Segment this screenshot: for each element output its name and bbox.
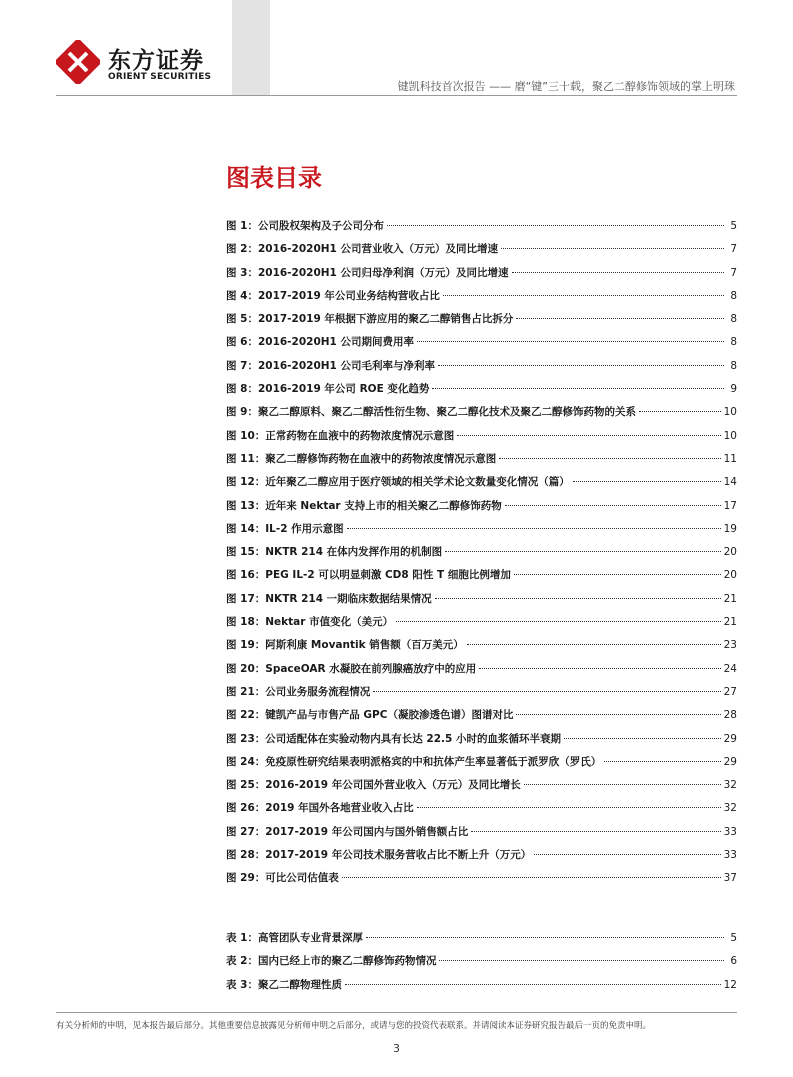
dot-leader — [347, 528, 721, 529]
toc-entry-page: 29 — [723, 755, 737, 768]
toc-entry-page: 24 — [723, 662, 737, 675]
toc-entry-label: 图 17：NKTR 214 一期临床数据结果情况 — [226, 592, 432, 605]
figure-toc-entry[interactable] — [226, 824, 737, 847]
figure-toc-entry[interactable] — [226, 870, 737, 893]
figure-toc-entry[interactable] — [226, 334, 737, 357]
figure-toc-entry[interactable] — [226, 428, 737, 451]
toc-entry-page: 33 — [723, 849, 737, 862]
company-logo — [56, 40, 226, 90]
toc-entry-label: 图 11：聚乙二醇修饰药物在血液中的药物浓度情况示意图 — [226, 452, 497, 465]
toc-entry-label: 表 3：聚乙二醇物理性质 — [226, 978, 342, 991]
toc-entry-page: 8 — [730, 313, 737, 326]
toc-entry-page: 21 — [723, 592, 737, 605]
figure-toc-entry[interactable] — [226, 381, 737, 404]
toc-entry-page: 6 — [730, 955, 737, 968]
toc-entry-label: 图 16：PEG IL-2 可以明显刺激 CD8 阳性 T 细胞比例增加 — [226, 569, 511, 582]
figure-toc-entry[interactable] — [226, 218, 737, 241]
toc-entry-page: 17 — [723, 499, 737, 512]
figure-toc-entry[interactable] — [226, 265, 737, 288]
dot-leader — [479, 668, 720, 669]
figure-toc-entry[interactable] — [226, 684, 737, 707]
dot-leader — [396, 621, 721, 622]
dot-leader — [534, 854, 720, 855]
toc-entry-page: 8 — [730, 289, 737, 302]
toc-entry-page: 9 — [730, 383, 737, 396]
figure-toc-entry[interactable] — [226, 451, 737, 474]
toc-entry-page: 21 — [723, 616, 737, 629]
dot-leader — [514, 574, 721, 575]
logo-chinese-name: 东方证券 — [108, 48, 204, 74]
figure-toc-entry[interactable] — [226, 777, 737, 800]
dot-leader — [639, 411, 721, 412]
dot-leader — [417, 807, 721, 808]
toc-entry-label: 表 2：国内已经上市的聚乙二醇修饰药物情况 — [226, 955, 437, 968]
table-toc-list — [226, 930, 737, 1000]
toc-entry-label: 图 28：2017-2019 年公司技术服务营收占比不断上升（万元） — [226, 849, 532, 862]
header-accent-bar — [232, 0, 270, 96]
page-title: 图表目录 — [226, 164, 322, 192]
toc-entry-label: 图 13：近年来 Nektar 支持上市的相关聚乙二醇修饰药物 — [226, 499, 502, 512]
toc-entry-label: 图 29：可比公司估值表 — [226, 872, 339, 885]
toc-entry-page: 29 — [723, 732, 737, 745]
toc-entry-page: 8 — [730, 359, 737, 372]
dot-leader — [516, 318, 724, 319]
toc-entry-page: 27 — [723, 685, 737, 698]
toc-entry-page: 12 — [723, 978, 737, 991]
dot-leader — [435, 598, 721, 599]
dot-leader — [439, 960, 724, 961]
toc-entry-page: 5 — [730, 932, 737, 944]
toc-entry-label: 图 9：聚乙二醇原料、聚乙二醇活性衍生物、聚乙二醇化技术及聚乙二醇修饰药物的关系 — [226, 406, 636, 419]
toc-entry-label: 图 25：2016-2019 年公司国外营业收入（万元）及同比增长 — [226, 779, 521, 792]
dot-leader — [573, 481, 721, 482]
figure-toc-entry[interactable] — [226, 358, 737, 381]
toc-entry-label: 图 6：2016-2020H1 公司期间费用率 — [226, 336, 415, 349]
toc-entry-label: 图 26：2019 年国外各地营业收入占比 — [226, 802, 414, 815]
dot-leader — [345, 984, 721, 985]
dot-leader — [512, 272, 724, 273]
figure-toc-entry[interactable] — [226, 661, 737, 684]
figure-toc-entry[interactable] — [226, 288, 737, 311]
toc-entry-page: 14 — [723, 476, 737, 489]
toc-entry-label: 图 12：近年聚乙二醇应用于医疗领域的相关学术论文数量变化情况（篇） — [226, 476, 570, 489]
dot-leader — [342, 877, 721, 878]
dot-leader — [505, 505, 721, 506]
toc-entry-label: 图 20：SpaceOAR 水凝胶在前列腺癌放疗中的应用 — [226, 662, 477, 675]
figure-toc-entry[interactable] — [226, 614, 737, 637]
toc-entry-label: 图 1：公司股权架构及子公司分布 — [226, 220, 384, 232]
figure-toc-entry[interactable] — [226, 637, 737, 660]
table-toc-entry[interactable] — [226, 930, 737, 953]
dot-leader — [501, 248, 724, 249]
toc-entry-page: 32 — [723, 779, 737, 792]
footer-disclaimer: 有关分析师的申明，见本报告最后部分。其他重要信息披露见分析师申明之后部分，或请与您的投资代表联系。并请阅读本证券研究报告最后一页的免责申明。 — [56, 1021, 652, 1031]
toc-entry-page: 28 — [723, 709, 737, 722]
page-number: 3 — [393, 1042, 400, 1055]
toc-entry-page: 8 — [730, 336, 737, 349]
figure-toc-entry[interactable] — [226, 707, 737, 730]
dot-leader — [445, 551, 720, 552]
toc-entry-label: 图 21：公司业务服务流程情况 — [226, 685, 371, 698]
dot-leader — [471, 831, 720, 832]
figure-toc-entry[interactable] — [226, 800, 737, 823]
dot-leader — [366, 937, 724, 938]
dot-leader — [443, 295, 724, 296]
dot-leader — [524, 784, 721, 785]
table-toc-entry[interactable] — [226, 977, 737, 1000]
toc-entry-label: 表 1：高管团队专业背景深厚 — [226, 932, 363, 944]
figure-toc-entry[interactable] — [226, 567, 737, 590]
figure-toc-entry[interactable] — [226, 847, 737, 870]
toc-entry-label: 图 10：正常药物在血液中的药物浓度情况示意图 — [226, 429, 455, 442]
toc-entry-page: 20 — [723, 569, 737, 582]
toc-entry-page: 7 — [730, 243, 737, 256]
toc-entry-label: 图 27：2017-2019 年公司国内与国外销售额占比 — [226, 825, 469, 838]
toc-entry-label: 图 5：2017-2019 年根据下游应用的聚乙二醇销售占比拆分 — [226, 313, 514, 326]
toc-entry-label: 图 22：键凯产品与市售产品 GPC（凝胶渗透色谱）图谱对比 — [226, 709, 514, 722]
figure-toc-entry[interactable] — [226, 591, 737, 614]
dot-leader — [499, 458, 720, 459]
toc-entry-label: 图 14：IL-2 作用示意图 — [226, 522, 344, 535]
toc-entry-page: 5 — [730, 220, 737, 232]
toc-entry-page: 32 — [723, 802, 737, 815]
toc-entry-page: 20 — [723, 546, 737, 559]
toc-entry-label: 图 18：Nektar 市值变化（美元） — [226, 616, 394, 629]
figure-toc-entry[interactable] — [226, 474, 737, 497]
toc-entry-page: 11 — [723, 452, 737, 465]
figure-toc-entry[interactable] — [226, 754, 737, 777]
report-header-title: 键凯科技首次报告 —— 磨“键”三十载，聚乙二醇修饰领域的掌上明珠 — [397, 80, 735, 93]
toc-entry-page: 10 — [723, 406, 737, 419]
figure-toc-entry[interactable] — [226, 498, 737, 521]
dot-leader — [417, 341, 724, 342]
toc-entry-label: 图 4：2017-2019 年公司业务结构营收占比 — [226, 289, 440, 302]
dot-leader — [564, 738, 721, 739]
figure-toc-entry[interactable] — [226, 404, 737, 427]
toc-entry-label: 图 19：阿斯利康 Movantik 销售额（百万美元） — [226, 639, 464, 652]
dot-leader — [387, 225, 724, 226]
logo-english-name: ORIENT SECURITIES — [108, 72, 212, 82]
orient-securities-logo-icon — [56, 40, 100, 84]
dot-leader — [516, 714, 720, 715]
toc-entry-page: 23 — [723, 639, 737, 652]
dot-leader — [467, 644, 721, 645]
toc-entry-label: 图 23：公司适配体在实验动物内具有长达 22.5 小时的血浆循环半衰期 — [226, 732, 561, 745]
toc-entry-label: 图 24：免疫原性研究结果表明派格宾的中和抗体产生率显著低于派罗欣（罗氏） — [226, 755, 602, 768]
figure-toc-entry[interactable] — [226, 731, 737, 754]
toc-entry-label: 图 3：2016-2020H1 公司归母净利润（万元）及同比增速 — [226, 266, 509, 279]
footer-divider — [56, 1012, 737, 1013]
figure-toc-entry[interactable] — [226, 241, 737, 264]
toc-entry-label: 图 15：NKTR 214 在体内发挥作用的机制图 — [226, 546, 443, 559]
toc-entry-page: 10 — [723, 429, 737, 442]
figure-toc-list — [226, 218, 737, 894]
toc-entry-label: 图 2：2016-2020H1 公司营业收入（万元）及同比增速 — [226, 243, 499, 256]
dot-leader — [373, 691, 720, 692]
dot-leader — [604, 761, 720, 762]
toc-entry-label: 图 7：2016-2020H1 公司毛利率与净利率 — [226, 359, 436, 372]
dot-leader — [438, 365, 724, 366]
figure-toc-entry[interactable] — [226, 544, 737, 567]
dot-leader — [432, 388, 724, 389]
figure-toc-entry[interactable] — [226, 521, 737, 544]
header-divider — [56, 95, 737, 96]
toc-entry-label: 图 8：2016-2019 年公司 ROE 变化趋势 — [226, 383, 430, 396]
toc-entry-page: 19 — [723, 522, 737, 535]
toc-entry-page: 37 — [723, 872, 737, 885]
figure-toc-entry[interactable] — [226, 311, 737, 334]
dot-leader — [457, 435, 720, 436]
toc-entry-page: 7 — [730, 266, 737, 279]
toc-entry-page: 33 — [723, 825, 737, 838]
table-toc-entry[interactable] — [226, 953, 737, 976]
